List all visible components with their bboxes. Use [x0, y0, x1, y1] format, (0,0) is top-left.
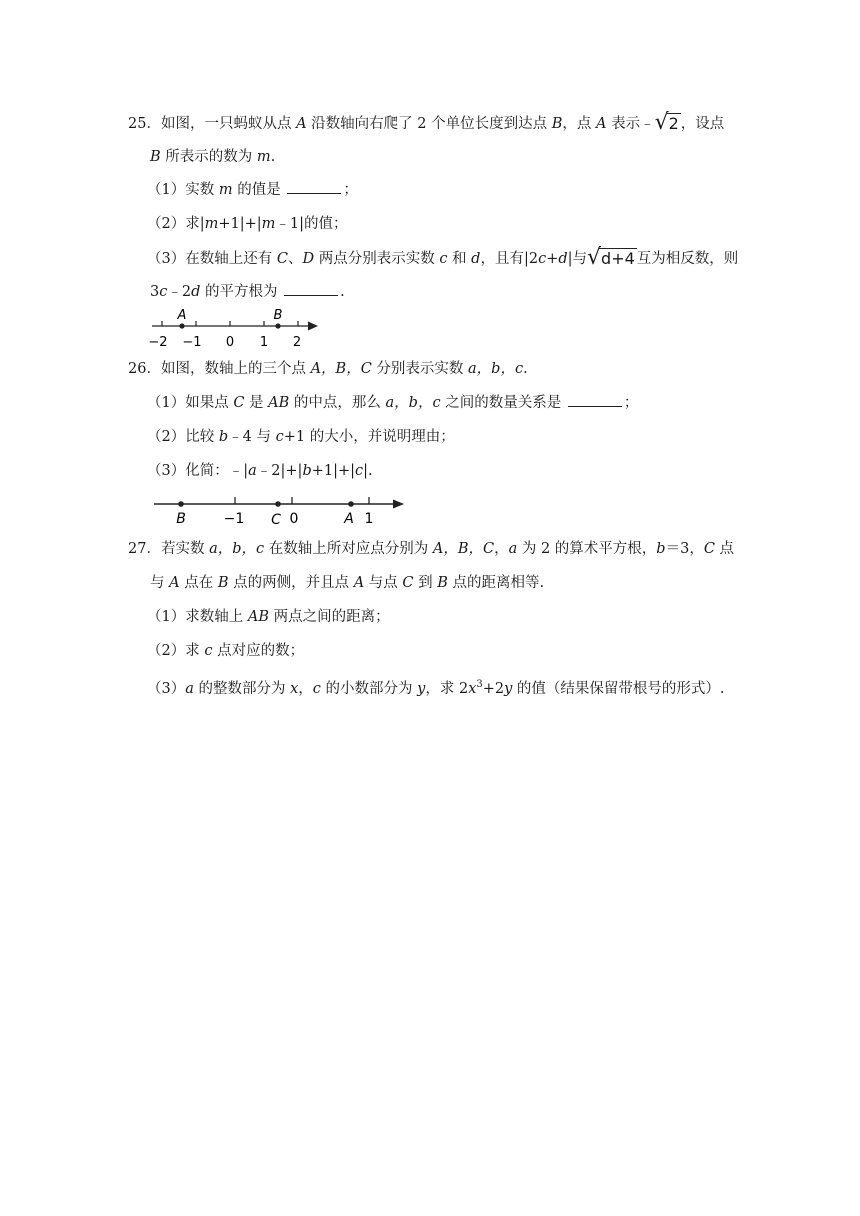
q26-part2: （2）比较 b﹣4 与 c+1 的大小，并说明理由； — [147, 429, 455, 445]
q25-part2: （2）求|m+1|+|m﹣1|的值； — [147, 216, 348, 232]
q27-part2: （2）求 c 点对应的数； — [147, 643, 305, 659]
point-a-label: A — [344, 511, 354, 527]
point-c — [275, 501, 281, 507]
point-a — [179, 323, 184, 328]
point-b — [275, 323, 280, 328]
axis-arrow — [308, 322, 318, 331]
answer-blank[interactable] — [568, 393, 622, 407]
tick-label: 0 — [225, 335, 235, 350]
tick-label: 1 — [364, 511, 374, 527]
sqrt-expression: √ 2 — [654, 110, 679, 135]
q25-part3-line2: 3c﹣2d 的平方根为 . — [150, 284, 345, 300]
q25-stem-line1: 25．如图，一只蚂蚁从点 A 沿数轴向右爬了 2 个单位长度到达点 B，点 A 表示﹣ √ 2 ，设点 — [128, 110, 725, 135]
q25-number-line — [140, 306, 340, 352]
answer-blank[interactable] — [284, 282, 338, 296]
q27-part3: （3）a 的整数部分为 x，c 的小数部分为 y，求 $2x^3+2y$ 的值（结果保留带根号的形式）. — [147, 679, 725, 697]
q26-stem: 26．如图，数轴上的三个点 A，B，C 分别表示实数 a，b，c. — [128, 361, 528, 377]
point-a — [348, 501, 354, 507]
q25-part1: （1）实数 m 的值是 ； — [147, 182, 358, 198]
point-c-label: C — [271, 512, 281, 528]
tick-label: −2 — [148, 335, 168, 350]
tick-label: −1 — [223, 511, 245, 527]
q26-number-line — [148, 490, 413, 530]
point-b — [178, 501, 184, 507]
q27-part1: （1）求数轴上 AB 两点之间的距离； — [147, 609, 390, 625]
q27-stem-line1: 27．若实数 a，b，c 在数轴上所对应点分别为 A，B，C，a 为 2 的算术平方根，b＝3，C 点 — [128, 541, 735, 557]
q25-part3-line1: （3）在数轴上还有 C、D 两点分别表示实数 c 和 d，且有|2c+d|与 √ d+4 互为相反数，则 — [147, 245, 739, 270]
point-a-label: A — [177, 308, 187, 323]
sqrt-expression: √ d+4 — [587, 245, 635, 270]
tick-label: 0 — [289, 511, 299, 527]
q26-part1: （1）如果点 C 是 AB 的中点，那么 a，b，c 之间的数量关系是 ； — [147, 395, 639, 411]
point-b-label: B — [273, 308, 283, 323]
q26-part3: （3）化简：﹣|a﹣2|+|b+1|+|c|. — [147, 463, 373, 479]
axis-arrow — [393, 500, 404, 509]
tick-label: 1 — [259, 335, 269, 350]
tick-label: −1 — [182, 335, 202, 350]
answer-blank[interactable] — [287, 180, 341, 194]
tick-label: 2 — [292, 335, 302, 350]
point-b-label: B — [176, 511, 186, 527]
q25-stem-line2: B 所表示的数为 m. — [150, 149, 276, 165]
q27-stem-line2: 与 A 点在 B 点的两侧，并且点 A 与点 C 到 B 点的距离相等. — [150, 575, 545, 591]
